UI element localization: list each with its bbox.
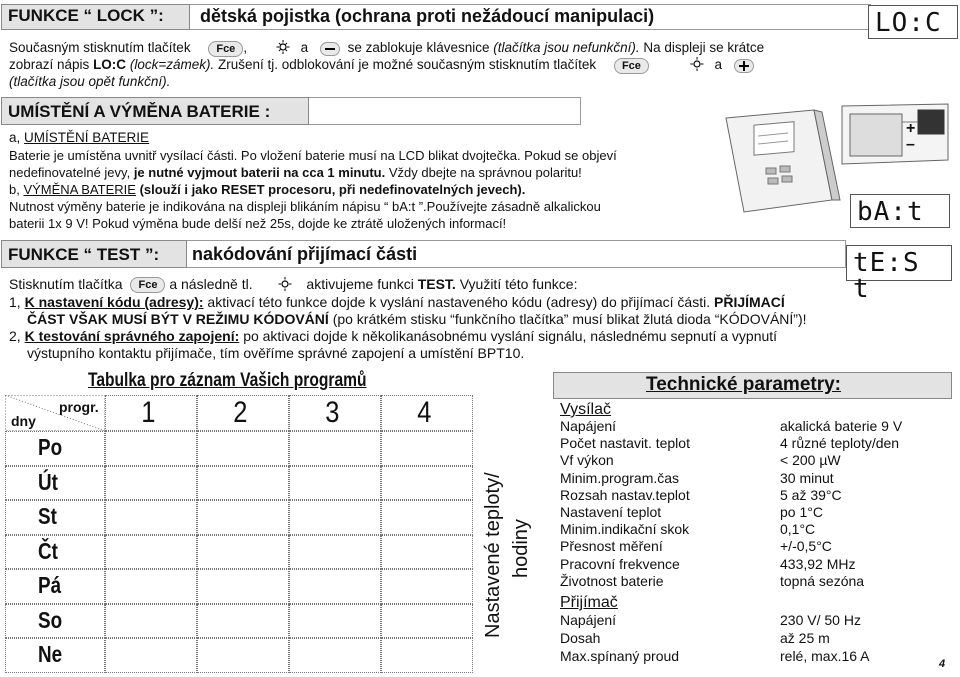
lock-text-line-3: (tlačítka jsou opět funkční).	[9, 74, 171, 89]
test-keyword: TEST.	[417, 276, 456, 292]
moon-sun-icon	[267, 277, 293, 294]
program-entry-cell	[105, 535, 197, 570]
battery-text-bold: (slouží i jako RESET procesoru, při nedefinovatelných jevech).	[139, 182, 526, 197]
param-value: relé, max.16 A	[780, 648, 870, 664]
program-entry-cell	[381, 431, 473, 466]
plus-button-icon	[734, 59, 754, 73]
battery-a-heading	[9, 130, 149, 145]
param-name: Nastavení teplot	[560, 504, 662, 520]
program-header-cell	[105, 395, 197, 431]
day-cell	[5, 466, 105, 501]
test-item-2-line-2: výstupního kontaktu přijímače, tím ověříme správné zapojení a umístění BPT10.	[27, 345, 525, 361]
side-label-line-2: hodiny	[510, 519, 532, 578]
day-label: Čt	[38, 537, 58, 564]
battery-b-heading	[9, 182, 525, 197]
battery-text: nedefinovatelné jevy,	[9, 165, 131, 180]
side-label	[482, 438, 536, 638]
params-title: Technické parametry:	[646, 374, 842, 395]
battery-a-line-2	[9, 165, 582, 180]
sender-title: Vysílač	[560, 401, 611, 418]
param-name: Přesnost měření	[560, 538, 663, 555]
lock-header: FUNKCE “ LOCK ”:	[1, 4, 190, 30]
test-text: aktivujeme funkci	[306, 276, 414, 292]
param-value: 433,92 MHz	[780, 555, 856, 572]
program-entry-cell	[289, 535, 381, 570]
moon-sun-icon	[679, 57, 705, 74]
param-value: po 1°C	[780, 504, 823, 520]
program-entry-cell	[289, 466, 381, 501]
param-name: Počet nastavit. teplot	[560, 435, 690, 452]
test-line-1	[9, 276, 577, 294]
day-label: So	[38, 606, 63, 633]
item-number: 2,	[9, 328, 21, 344]
param-value: 5 až 39°C	[780, 486, 842, 503]
item-prefix: a,	[9, 130, 21, 145]
program-entry-cell	[197, 535, 289, 570]
day-label: Út	[38, 468, 58, 495]
day-cell	[5, 569, 105, 604]
test-item-2-line-1	[9, 328, 777, 344]
test-text: a následně tl.	[169, 276, 253, 292]
param-value: +/-0,5°C	[780, 538, 832, 555]
item-title: K testování správného zapojení:	[24, 328, 240, 344]
program-entry-cell	[105, 431, 197, 466]
fce-button-icon: Fce	[130, 277, 165, 293]
program-table	[5, 395, 473, 673]
lcd-lock: LO:C	[868, 5, 958, 39]
program-entry-cell	[105, 638, 197, 673]
param-value: topná sezóna	[780, 572, 865, 589]
program-entry-cell	[381, 604, 473, 639]
battery-b-line-2: baterii 1x 9 V! Pokud výměna bude delší než 25s, dojde ke ztrátě uložených informací!	[9, 216, 507, 231]
moon-sun-icon	[265, 40, 291, 57]
test-text: Stisknutím tlačítka	[9, 276, 123, 292]
battery-header: UMÍSTĚNÍ A VÝMĚNA BATERIE :	[1, 97, 309, 125]
test-text-bold: ČÁST VŠAK MUSÍ BÝT V REŽIMU KÓDOVÁNÍ	[27, 311, 329, 327]
program-number: 2	[233, 396, 248, 429]
program-entry-cell	[105, 500, 197, 535]
lock-text: zobrazí nápis	[9, 57, 90, 73]
program-entry-cell	[197, 638, 289, 673]
program-number: 3	[325, 396, 340, 429]
param-value: 0,1°C	[780, 521, 816, 538]
corner-days-label: dny	[11, 413, 36, 429]
param-name: Vf výkon	[560, 452, 614, 469]
program-entry-cell	[197, 604, 289, 639]
lock-subtitle: dětská pojistka (ochrana proti nežádoucí manipulaci)	[200, 6, 655, 26]
battery-replace-title: VÝMĚNA BATERIE	[23, 182, 136, 197]
item-title: K nastavení kódu (adresy):	[24, 294, 204, 310]
side-label-line-1: Nastavené teploty/	[482, 472, 504, 638]
day-label: St	[38, 503, 57, 529]
corner-prog-label: progr.	[59, 399, 99, 415]
program-entry-cell	[289, 569, 381, 604]
lock-text: se zablokuje klávesnice	[347, 40, 490, 56]
param-name: Pracovní frekvence	[560, 555, 680, 572]
param-value: akalická baterie 9 V	[780, 418, 903, 434]
lock-text-italic: (lock=zámek).	[129, 57, 215, 73]
day-label: Pá	[38, 572, 62, 598]
day-label: Ne	[38, 641, 63, 667]
param-name: Max.spínaný proud	[560, 648, 680, 664]
and-text: a	[300, 40, 309, 56]
program-entry-cell	[289, 500, 381, 535]
lock-text: Zrušení tj. odblokování je možné současným stisknutím tlačítek	[218, 57, 597, 73]
test-text-bold: PŘIJÍMACÍ	[714, 294, 785, 310]
param-value: 4 různé teploty/den	[780, 435, 900, 452]
day-cell	[5, 604, 105, 639]
item-number: 1,	[9, 294, 21, 310]
test-header: FUNKCE “ TEST ”:	[1, 240, 187, 268]
battery-text-bold: je nutné vyjmout baterii na cca 1 minutu.	[133, 165, 386, 180]
lock-code: LO:C	[93, 57, 127, 73]
program-header-cell	[289, 395, 381, 431]
param-name: Minim.program.čas	[560, 469, 680, 486]
lcd-test: tE:S t	[846, 245, 952, 281]
program-entry-cell	[197, 466, 289, 501]
program-number: 4	[417, 396, 432, 429]
param-name: Rozsah nastav.teplot	[560, 486, 690, 503]
receiver-title: Přijímač	[560, 594, 618, 611]
lock-text: Současným stisknutím tlačítek	[9, 40, 191, 56]
plus-polarity: +	[906, 120, 916, 137]
program-entry-cell	[105, 569, 197, 604]
program-entry-cell	[381, 638, 473, 673]
param-name: Napájení	[560, 418, 617, 434]
day-cell	[5, 535, 105, 570]
program-entry-cell	[197, 500, 289, 535]
program-entry-cell	[289, 638, 381, 673]
program-entry-cell	[381, 466, 473, 501]
test-text: Využití této funkce:	[459, 276, 578, 292]
lock-text-line-1	[9, 40, 764, 57]
comma: ,	[243, 40, 248, 56]
program-entry-cell	[289, 604, 381, 639]
day-cell	[5, 500, 105, 535]
minus-button-icon	[320, 42, 340, 56]
lock-text-line-2	[9, 57, 754, 74]
param-name: Minim.indikační skok	[560, 521, 690, 538]
and-text: a	[714, 57, 722, 73]
program-entry-cell	[381, 569, 473, 604]
program-entry-cell	[197, 569, 289, 604]
param-value: 30 minut	[780, 469, 834, 486]
day-cell	[5, 431, 105, 466]
test-text: (po krátkém stisku “funkčního tlačítka” musí blikat žlutá dioda “KÓDOVÁNÍ”)!	[332, 311, 807, 327]
lcd-battery: bA:t	[850, 194, 950, 228]
program-entry-cell	[105, 466, 197, 501]
minus-polarity: –	[906, 136, 915, 153]
param-value: až 25 m	[780, 630, 830, 646]
test-item-1-line-1	[9, 294, 785, 310]
item-prefix: b,	[9, 182, 20, 197]
battery-b-line-1: Nutnost výměny baterie je indikována na displeji blikáním nápisu “ bA:t ”.Používejte zásadně alkalickou	[9, 199, 601, 214]
param-name: Napájení	[560, 612, 617, 628]
param-value: < 200 µW	[780, 452, 841, 469]
test-subtitle: nakódování přijímací části	[192, 244, 418, 264]
program-number: 1	[141, 396, 156, 429]
battery-placement-title: UMÍSTĚNÍ BATERIE	[24, 130, 150, 145]
lock-text-italic: (tlačítka jsou nefunkční).	[493, 40, 640, 56]
program-entry-cell	[197, 431, 289, 466]
day-cell	[5, 638, 105, 673]
test-item-1-line-2	[27, 311, 807, 327]
table-title: Tabulka pro záznam Vašich programů	[88, 370, 367, 391]
program-entry-cell	[289, 431, 381, 466]
test-text: aktivací této funkce dojde k vyslání nastaveného kódu (adresy) do přijímací části.	[207, 294, 711, 310]
params-header-box	[553, 372, 952, 399]
fce-button-icon: Fce	[208, 41, 243, 57]
page-number: 4	[939, 658, 946, 670]
test-text: po aktivaci dojde k několikanásobnému vyslání signálu, následnému sepnutí a vypnutí	[243, 328, 778, 344]
program-entry-cell	[105, 604, 197, 639]
param-name: Dosah	[560, 630, 601, 646]
param-name: Životnost baterie	[560, 572, 664, 589]
day-label: Po	[38, 434, 63, 460]
program-entry-cell	[381, 535, 473, 570]
program-header-cell	[381, 395, 473, 431]
battery-text: Vždy dbejte na správnou polaritu!	[388, 165, 582, 180]
param-value: 230 V/ 50 Hz	[780, 612, 861, 628]
lock-text: Na displeji se krátce	[643, 40, 765, 56]
fce-button-icon: Fce	[614, 58, 649, 74]
battery-a-line-1: Baterie je umístěna uvnitř vysílací části. Po vložení baterie musí na LCD blikat dvojtečka. Pokud se objeví	[9, 148, 617, 163]
program-header-cell	[197, 395, 289, 431]
program-entry-cell	[381, 500, 473, 535]
